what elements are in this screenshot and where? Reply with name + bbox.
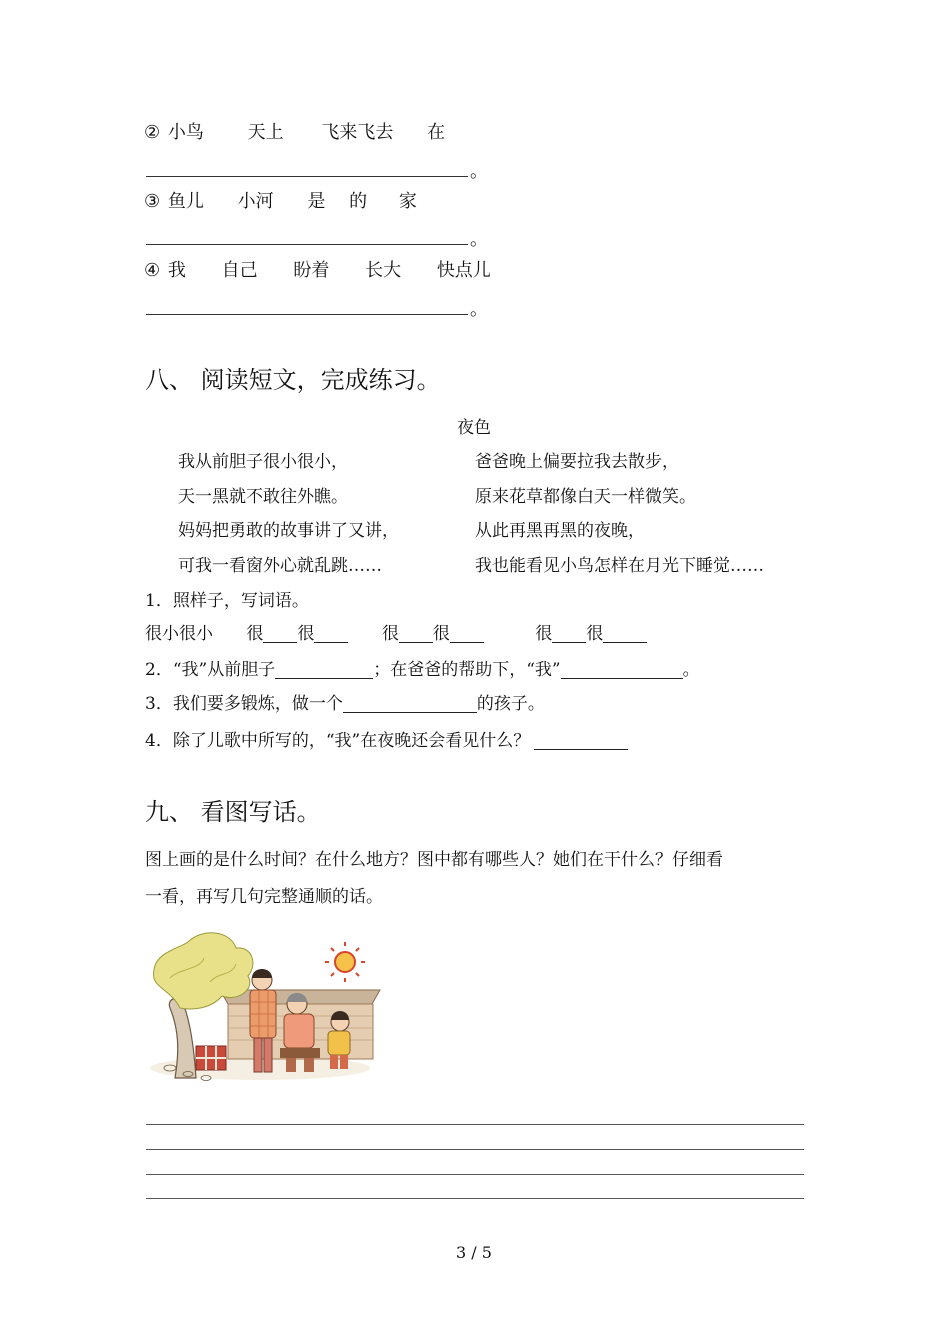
period: 。 [470, 229, 488, 250]
word: 是 [307, 191, 326, 212]
section-8-heading: 八、 阅读短文，完成练习。 [145, 366, 441, 394]
question-1: 1．照样子，写词语。 [145, 591, 309, 611]
prompt-line: 一看，再写几句完整通顺的话。 [145, 887, 383, 907]
poem-line: 我也能看见小鸟怎样在月光下睡觉…… [475, 556, 764, 576]
word: 快点儿 [436, 260, 491, 281]
question-1-row [145, 623, 647, 645]
fill-blank[interactable] [275, 660, 373, 679]
fill-blank[interactable] [561, 660, 683, 679]
sentence-3 [144, 190, 417, 214]
poem-line: 从此再黑再黑的夜晚， [475, 521, 645, 541]
answer-line[interactable] [146, 176, 468, 177]
question-text: 3．我们要多锻炼，做一个 [145, 694, 343, 714]
poem-line: 可我一看窗外心就乱跳…… [178, 556, 382, 576]
word: 飞来飞去 [321, 122, 394, 143]
poem-line: 我从前胆子很小很小， [178, 452, 348, 472]
page-number: 3 / 5 [456, 1243, 492, 1262]
answer-line[interactable] [146, 244, 468, 245]
hen-char: 很 [297, 624, 315, 644]
poem-line: 爸爸晚上偏要拉我去散步， [475, 452, 679, 472]
question-text: ；在爸爸的帮助下，“我” [373, 660, 561, 680]
word: 我 [167, 260, 186, 281]
fill-blank[interactable] [552, 624, 586, 643]
period: 。 [682, 660, 700, 680]
fill-blank[interactable] [263, 624, 297, 643]
hen-char: 很 [535, 624, 553, 644]
fill-blank[interactable] [450, 624, 484, 643]
sun-icon [325, 942, 365, 982]
fill-blank[interactable] [534, 731, 628, 750]
example-word: 很小很小 [145, 624, 213, 644]
hen-char: 很 [246, 624, 264, 644]
hen-char: 很 [432, 624, 450, 644]
sentence-2 [144, 121, 445, 145]
word: 盼着 [293, 260, 330, 281]
question-text: 的孩子。 [476, 694, 545, 714]
sentence-number: ③ [144, 191, 161, 212]
word: 在 [427, 122, 446, 143]
hen-char: 很 [381, 624, 399, 644]
word: 的 [349, 191, 368, 212]
fill-blank[interactable] [399, 624, 433, 643]
question-text: 2．“我”从前胆子 [145, 660, 276, 680]
hen-char: 很 [586, 624, 604, 644]
period: 。 [470, 299, 488, 320]
sentence-number: ④ [144, 260, 161, 281]
word: 小河 [237, 191, 274, 212]
sentence-4 [144, 259, 491, 283]
answer-line[interactable] [146, 314, 468, 315]
prompt-line: 图上画的是什么时间？在什么地方？图中都有哪些人？她们在干什么？仔细看 [145, 850, 723, 870]
poem-line: 妈妈把勇敢的故事讲了又讲， [178, 521, 399, 541]
writing-line[interactable] [146, 1198, 804, 1199]
word: 长大 [365, 260, 402, 281]
question-text: 4．除了儿歌中所写的，“我”在夜晚还会看见什么？ [145, 731, 531, 751]
poem-line: 原来花草都像白天一样微笑。 [475, 487, 696, 507]
fill-blank[interactable] [314, 624, 348, 643]
poem-line: 天一黑就不敢往外瞧。 [178, 487, 348, 507]
writing-line[interactable] [146, 1149, 804, 1150]
word: 鱼儿 [167, 191, 204, 212]
word: 小鸟 [167, 122, 204, 143]
section-9-heading: 九、 看图写话。 [145, 798, 321, 826]
word: 自己 [221, 260, 258, 281]
sentence-number: ② [144, 122, 161, 143]
question-4 [145, 730, 628, 752]
question-2 [145, 659, 700, 681]
word: 天上 [247, 122, 284, 143]
writing-line[interactable] [146, 1124, 804, 1125]
question-3 [145, 693, 545, 715]
word: 家 [398, 191, 417, 212]
fill-blank[interactable] [603, 624, 647, 643]
fill-blank[interactable] [343, 694, 477, 713]
poem-title: 夜色 [457, 418, 491, 438]
courtyard-illustration [140, 918, 385, 1088]
writing-line[interactable] [146, 1174, 804, 1175]
period: 。 [470, 161, 488, 182]
